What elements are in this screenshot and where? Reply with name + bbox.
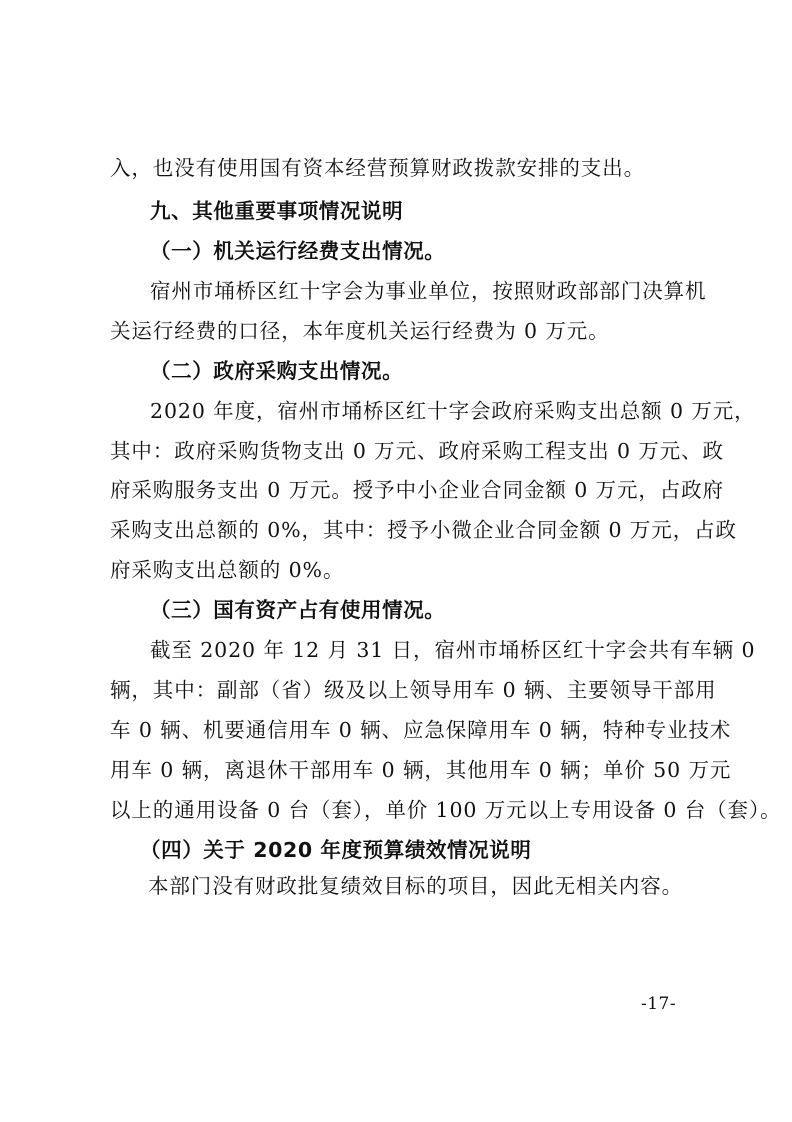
paragraph-line: 本部门没有财政批复绩效目标的项目，因此无相关内容。 — [148, 874, 683, 898]
paragraph-line: 2020 年度，宿州市埇桥区红十字会政府采购支出总额 0 万元， — [150, 399, 756, 423]
paragraph-line: 以上的通用设备 0 台（套），单价 100 万元以上专用设备 0 台（套）。 — [110, 798, 782, 822]
paragraph-line: 府采购服务支出 0 万元。授予中小企业合同金额 0 万元，占政府 — [110, 478, 724, 502]
section-heading: 九、其他重要事项情况说明 — [150, 199, 404, 223]
paragraph-line: 采购支出总额的 0%，其中：授予小微企业合同金额 0 万元，占政 — [110, 518, 737, 542]
paragraph-line: 其中：政府采购货物支出 0 万元、政府采购工程支出 0 万元、政 — [110, 439, 724, 463]
subsection-heading-1: （一）机关运行经费支出情况。 — [150, 239, 446, 263]
paragraph-line: 用车 0 辆，离退休干部用车 0 辆，其他用车 0 辆；单价 50 万元 — [110, 758, 732, 782]
paragraph-line: 车 0 辆、机要通信用车 0 辆、应急保障用车 0 辆，特种专业技术 — [110, 718, 732, 742]
paragraph-line-continuation: 入，也没有使用国有资本经营预算财政拨款安排的支出。 — [110, 156, 645, 180]
paragraph-line: 辆，其中：副部（省）级及以上领导用车 0 辆、主要领导干部用 — [110, 678, 717, 702]
subsection-heading-3: （三）国有资产占有使用情况。 — [150, 598, 446, 622]
paragraph-line: 截至 2020 年 12 月 31 日，宿州市埇桥区红十字会共有车辆 0 — [150, 638, 756, 662]
page-number: -17- — [641, 994, 677, 1014]
paragraph-line: 府采购支出总额的 0%。 — [110, 558, 345, 582]
paragraph-line: 宿州市埇桥区红十字会为事业单位，按照财政部部门决算机 — [150, 279, 707, 303]
paragraph-line: 关运行经费的口径，本年度机关运行经费为 0 万元。 — [110, 319, 610, 343]
subsection-heading-2: （二）政府采购支出情况。 — [150, 359, 404, 383]
subsection-heading-4: （四）关于 2020 年度预算绩效情况说明 — [140, 838, 532, 862]
